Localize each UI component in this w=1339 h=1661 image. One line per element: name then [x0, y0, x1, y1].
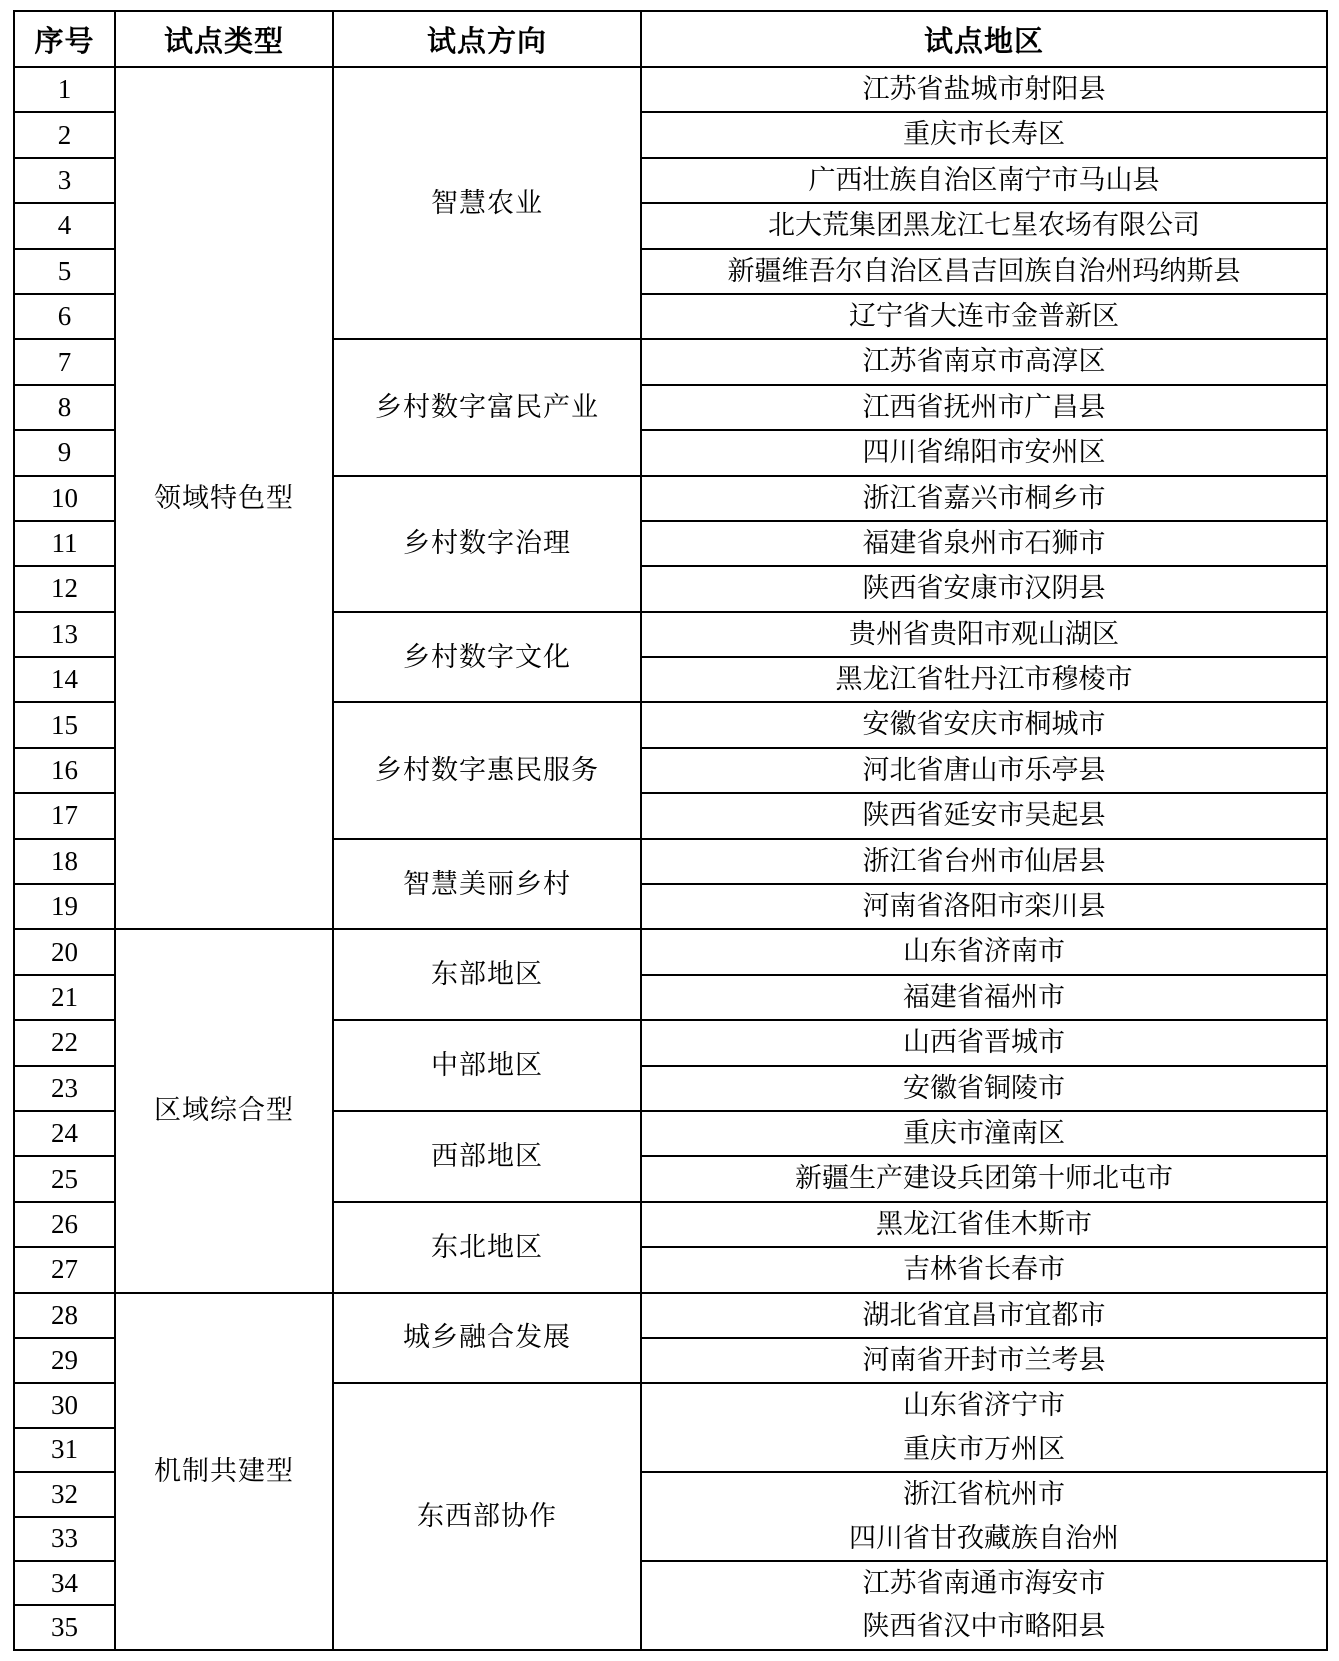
- pilot-region-cell: [641, 1561, 1327, 1650]
- header-row: [14, 11, 1327, 67]
- pilot-region-name: 河北省唐山市乐亭县: [862, 754, 1106, 785]
- pilot-region-name: 福建省福州市: [903, 981, 1065, 1012]
- pilot-region-name: 黑龙江省牡丹江市穆棱市: [835, 664, 1133, 695]
- pilot-region-cell: [641, 884, 1327, 929]
- pilot-region-cell: [641, 657, 1327, 702]
- pilot-region-cell: [641, 612, 1327, 657]
- pilot-region-cell: [641, 1156, 1327, 1201]
- pilot-region-cell: [641, 1202, 1327, 1247]
- pilot-region-cell: [641, 1020, 1327, 1065]
- serial-number-cell: 19: [14, 884, 115, 929]
- pilot-region-cell: [641, 249, 1327, 294]
- pilot-region-cell: [641, 1338, 1327, 1383]
- pilot-region-name: 山东省济南市: [903, 936, 1065, 967]
- pilot-region-name: 北大荒集团黑龙江七星农场有限公司: [768, 210, 1200, 241]
- pilot-region-name: 江西省抚州市广昌县: [862, 391, 1106, 422]
- pilot-region-name: 浙江省杭州市: [903, 1479, 1065, 1510]
- serial-number-cell: 26: [14, 1202, 115, 1247]
- pilot-region-cell: [641, 929, 1327, 974]
- serial-number-cell: 32: [14, 1472, 115, 1516]
- pilot-region-name: 四川省甘孜藏族自治州: [849, 1522, 1119, 1553]
- pilot-direction-cell: 东部地区: [333, 929, 641, 1020]
- pilot-region-name: 福建省泉州市石狮市: [862, 527, 1106, 558]
- pilot-direction-cell: 城乡融合发展: [333, 1293, 641, 1384]
- serial-number-cell: 1: [14, 67, 115, 112]
- serial-number-cell: 24: [14, 1111, 115, 1156]
- serial-number-cell: 35: [14, 1605, 115, 1649]
- pilot-region-name: 江苏省盐城市射阳县: [862, 74, 1106, 104]
- pilot-region-cell: [641, 476, 1327, 521]
- pilot-region-name: 四川省绵阳市安州区: [862, 437, 1106, 468]
- pilot-region-cell: [641, 975, 1327, 1020]
- serial-number-cell: 31: [14, 1428, 115, 1472]
- serial-number-cell: 34: [14, 1561, 115, 1605]
- serial-number-cell: 30: [14, 1383, 115, 1427]
- serial-number-cell: 8: [14, 385, 115, 430]
- pilot-region-name: 黑龙江省佳木斯市: [876, 1208, 1092, 1239]
- serial-number-cell: 33: [14, 1517, 115, 1561]
- serial-number-cell: 12: [14, 566, 115, 611]
- serial-number-cell: 13: [14, 612, 115, 657]
- table-row: [14, 1293, 1327, 1338]
- pilot-region-name: 重庆市潼南区: [903, 1117, 1065, 1148]
- serial-number-cell: 21: [14, 975, 115, 1020]
- pilot-region-name: 新疆生产建设兵团第十师北屯市: [795, 1163, 1173, 1194]
- pilot-direction-cell: 智慧美丽乡村: [333, 839, 641, 930]
- pilot-region-name: 重庆市万州区: [903, 1433, 1065, 1464]
- pilot-region-name: 湖北省宜昌市宜都市: [862, 1299, 1106, 1330]
- pilot-region-name: 江苏省南京市高淳区: [862, 346, 1106, 377]
- serial-number-cell: 2: [14, 112, 115, 157]
- pilot-region-cell: [641, 1111, 1327, 1156]
- pilot-region-cell: [641, 1066, 1327, 1111]
- pilot-direction-cell: 西部地区: [333, 1111, 641, 1202]
- serial-number-cell: 11: [14, 521, 115, 566]
- serial-number-cell: 27: [14, 1247, 115, 1292]
- pilot-region-name: 广西壮族自治区南宁市马山县: [808, 164, 1160, 195]
- pilot-region-name: 陕西省安康市汉阴县: [862, 573, 1106, 604]
- pilot-region-name: 江苏省南通市海安市: [862, 1567, 1106, 1598]
- pilot-region-name: 安徽省安庆市桐城市: [862, 709, 1106, 740]
- serial-number-cell: 5: [14, 249, 115, 294]
- pilot-direction-cell: 乡村数字惠民服务: [333, 702, 641, 838]
- pilot-region-cell: [641, 521, 1327, 566]
- serial-number-cell: 7: [14, 339, 115, 384]
- pilot-region-cell: [641, 385, 1327, 430]
- serial-number-cell: 22: [14, 1020, 115, 1065]
- pilot-type-cell: 区域综合型: [115, 929, 333, 1292]
- pilot-region-cell: [641, 566, 1327, 611]
- pilot-region-name: 辽宁省大连市金普新区: [849, 300, 1119, 331]
- pilot-region-name: 山东省济宁市: [903, 1390, 1065, 1421]
- serial-number-cell: 15: [14, 702, 115, 747]
- header-pilot-region: 试点地区: [641, 11, 1327, 67]
- serial-number-cell: 9: [14, 430, 115, 475]
- serial-number-cell: 18: [14, 839, 115, 884]
- header-pilot-type: 试点类型: [115, 11, 333, 67]
- pilot-direction-cell: 智慧农业: [333, 67, 641, 339]
- pilot-region-cell: [641, 1247, 1327, 1292]
- pilot-direction-cell: 中部地区: [333, 1020, 641, 1111]
- header-pilot-direction: 试点方向: [333, 11, 641, 67]
- pilot-region-cell: [641, 203, 1327, 248]
- pilot-direction-cell: 东北地区: [333, 1202, 641, 1293]
- pilot-region-cell: [641, 67, 1327, 112]
- pilot-region-cell: [641, 339, 1327, 384]
- pilot-region-name: 新疆维吾尔自治区昌吉回族自治州玛纳斯县: [727, 255, 1241, 286]
- pilot-region-cell: [641, 1293, 1327, 1338]
- table-row: [14, 67, 1327, 112]
- pilot-region-cell: [641, 158, 1327, 203]
- serial-number-cell: 14: [14, 657, 115, 702]
- pilot-region-cell: [641, 112, 1327, 157]
- pilot-region-name: 浙江省台州市仙居县: [862, 845, 1106, 876]
- pilot-region-cell: [641, 1472, 1327, 1561]
- pilot-region-cell: [641, 748, 1327, 793]
- pilot-region-cell: [641, 702, 1327, 747]
- pilot-region-name: 陕西省汉中市略阳县: [862, 1611, 1106, 1642]
- pilot-region-name: 浙江省嘉兴市桐乡市: [862, 482, 1106, 513]
- pilot-direction-cell: 乡村数字富民产业: [333, 339, 641, 475]
- pilot-direction-cell: 乡村数字文化: [333, 612, 641, 703]
- pilot-table-header: [14, 11, 1327, 67]
- serial-number-cell: 28: [14, 1293, 115, 1338]
- serial-number-cell: 20: [14, 929, 115, 974]
- serial-number-cell: 17: [14, 793, 115, 838]
- pilot-region-name: 山西省晋城市: [903, 1027, 1065, 1058]
- header-serial-number: 序号: [14, 11, 115, 67]
- serial-number-cell: 4: [14, 203, 115, 248]
- serial-number-cell: 16: [14, 748, 115, 793]
- pilot-region-name: 河南省洛阳市栾川县: [862, 891, 1106, 922]
- pilot-region-name: 重庆市长寿区: [903, 119, 1065, 150]
- serial-number-cell: 23: [14, 1066, 115, 1111]
- serial-number-cell: 25: [14, 1156, 115, 1201]
- table-row: [14, 929, 1327, 974]
- pilot-region-name: 贵州省贵阳市观山湖区: [849, 618, 1119, 649]
- pilot-region-cell: [641, 294, 1327, 339]
- pilot-table-body: [14, 67, 1327, 1650]
- serial-number-cell: 29: [14, 1338, 115, 1383]
- pilot-table: [13, 10, 1328, 1651]
- pilot-region-name: 吉林省长春市: [903, 1254, 1065, 1285]
- pilot-type-cell: 机制共建型: [115, 1293, 333, 1650]
- pilot-region-cell: [641, 1383, 1327, 1472]
- pilot-region-name: 陕西省延安市吴起县: [862, 800, 1106, 831]
- serial-number-cell: 3: [14, 158, 115, 203]
- pilot-region-name: 河南省开封市兰考县: [862, 1344, 1106, 1375]
- pilot-type-cell: 领域特色型: [115, 67, 333, 929]
- pilot-direction-cell: 东西部协作: [333, 1383, 641, 1649]
- serial-number-cell: 10: [14, 476, 115, 521]
- serial-number-cell: 6: [14, 294, 115, 339]
- pilot-region-name: 安徽省铜陵市: [903, 1072, 1065, 1103]
- pilot-region-cell: [641, 839, 1327, 884]
- pilot-region-cell: [641, 430, 1327, 475]
- pilot-direction-cell: 乡村数字治理: [333, 476, 641, 612]
- pilot-region-cell: [641, 793, 1327, 838]
